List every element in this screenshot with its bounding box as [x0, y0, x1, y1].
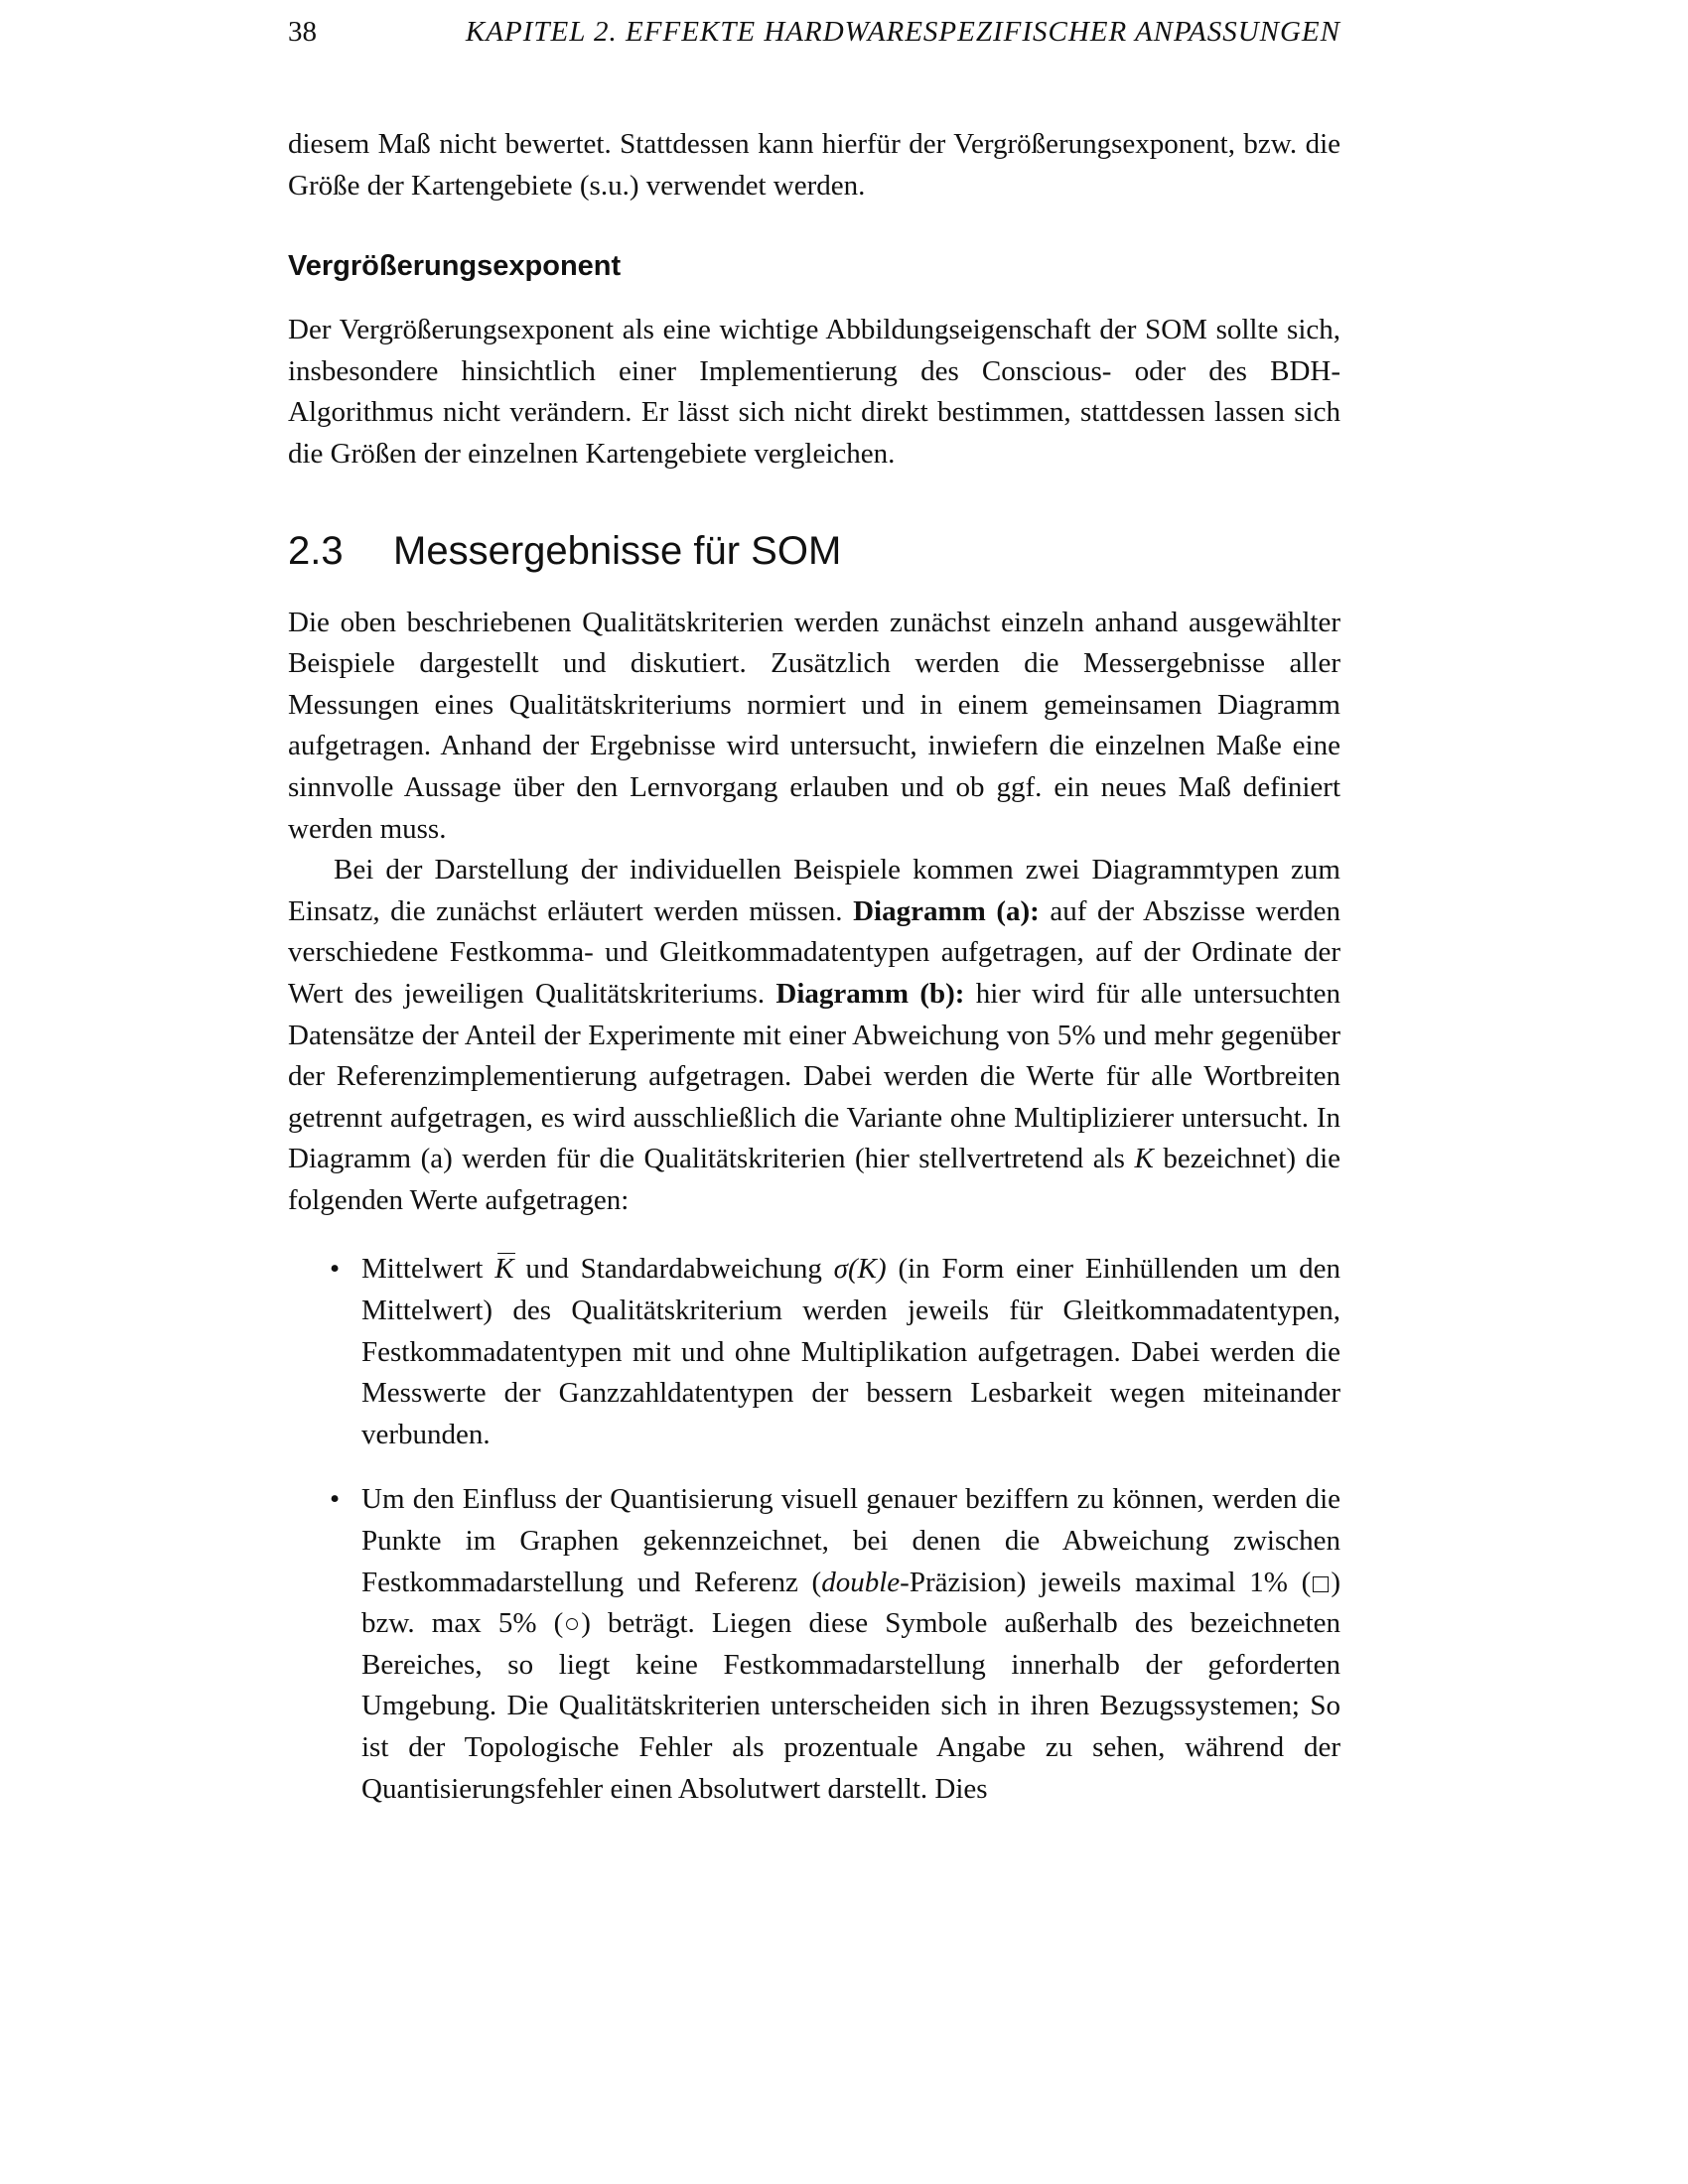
section-number: 2.3 [288, 528, 344, 573]
page-number: 38 [288, 16, 317, 48]
double-term: double [821, 1566, 901, 1598]
list-item [288, 1479, 1340, 1810]
bullet-2-text-4: ) beträgt. Liegen diese Symbole außerhalb des bezeichneten Bereiches, so liegt keine Festkommadarstellung innerhalb der geforderten Umgebung. Die Qualitätskriterien unterscheiden sich in ihren Bezugssystemen; So ist der Topologische Fehler als prozentuale Angabe zu sehen, während der Quantisierungsfehler einen Absolutwert darstellt. Dies [361, 1607, 1340, 1805]
paragraph-2-text-2: auf der Abszisse werden verschiedene Festkomma- und Gleitkommadatentypen aufgetragen, auf der Ordinate der Wert des jeweiligen Qualitätskriteriums. [288, 894, 1340, 1010]
chapter-title: KAPITEL 2. EFFEKTE HARDWARESPEZIFISCHER ANPASSUNGEN [465, 16, 1340, 48]
diagram-b-label: Diagramm (b): [775, 977, 965, 1010]
bullet-1-prefix: Mittelwert [361, 1253, 495, 1286]
section-title: Messergebnisse für SOM [393, 528, 842, 573]
body-content [288, 124, 1340, 1834]
subsection-title: Vergrößerungsexponent [288, 250, 622, 283]
bullet-1-text: (in Form einer Einhüllenden um den Mittelwert) des Qualitätskriterium werden jeweils für Gleitkommadatentypen, Festkommadatentypen mit und ohne Multiplikation aufgetragen. Dabei werden die Messwerte der Ganzzahldatentypen der bessern Lesbarkeit wegen miteinander verbunden. [361, 1253, 1341, 1450]
bullet-2-text-2: -Präzision) jeweils maximal 1% ( [900, 1566, 1312, 1598]
bullet-icon: • [330, 1253, 341, 1286]
bullet-1-middle: und Standardabweichung [513, 1253, 834, 1286]
list-item [288, 1249, 1340, 1455]
paragraph-2-text-4: bezeichnet) die folgenden Werte aufgetragen: [288, 1143, 1341, 1216]
paragraph-2-text-1: Bei der Darstellung der individuellen Beispiele kommen zwei Diagrammtypen zum Einsatz, die zunächst erläutert werden müssen. [288, 854, 1340, 927]
circle-marker-icon [566, 1618, 578, 1630]
intro-paragraph: diesem Maß nicht bewertet. Stattdessen kann hierfür der Vergrößerungsexponent, bzw. die Größe der Kartengebiete (s.u.) verwendet werden. [288, 128, 1340, 202]
bullet-2-text-3: ) bzw. max 5% ( [361, 1566, 1340, 1640]
bullet-icon: • [330, 1483, 341, 1516]
diagram-a-label: Diagramm (a): [853, 894, 1040, 927]
running-header [288, 16, 1340, 56]
section-paragraph-1: Die oben beschriebenen Qualitätskriterien werden zunächst einzeln anhand ausgewählter Beispiele dargestellt und diskutiert. Zusätzlich werden die Messergebnisse aller Messungen eines Qualitätskriteriums normiert und in einem gemeinsamen Diagramm aufgetragen. Anhand der Ergebnisse wird untersucht, inwiefern die einzelnen Maße eine sinnvolle Aussage über den Lernvorgang erlauben und ob ggf. ein neues Maß definiert werden muss. [288, 606, 1340, 845]
section-heading [288, 525, 1340, 577]
variable-k: K [1134, 1143, 1154, 1175]
subsection-paragraph: Der Vergrößerungsexponent als eine wichtige Abbildungseigenschaft der SOM sollte sich, insbesondere hinsichtlich einer Implementierung des Conscious- oder des BDH-Algorithmus nicht verändern. Er lässt sich nicht direkt bestimmen, stattdessen lassen sich die Größen der einzelnen Kartengebiete vergleichen. [288, 314, 1340, 470]
sigma-k-symbol: σ(K) [833, 1253, 887, 1286]
square-marker-icon [1313, 1576, 1329, 1592]
mean-k-symbol: K [494, 1249, 513, 1291]
bullet-2-text-1: Um den Einfluss der Quantisierung visuell genauer beziffern zu können, werden die Punkte im Graphen gekennzeichnet, bei denen die Abweichung zwischen Festkommadarstellung und Referenz ( [361, 1483, 1340, 1598]
paragraph-2-text-3: hier wird für alle untersuchten Datensätze der Anteil der Experimente mit einer Abweichung von 5% und mehr gegenüber der Referenzimplementierung aufgetragen. Dabei werden die Werte für alle Wortbreiten getrennt aufgetragen, es wird ausschließlich die Variante ohne Multiplizierer untersucht. In Diagramm (a) werden für die Qualitätskriterien (hier stellvertretend als [288, 977, 1340, 1175]
criteria-list [288, 1249, 1340, 1810]
section-paragraph-2 [288, 850, 1340, 1221]
